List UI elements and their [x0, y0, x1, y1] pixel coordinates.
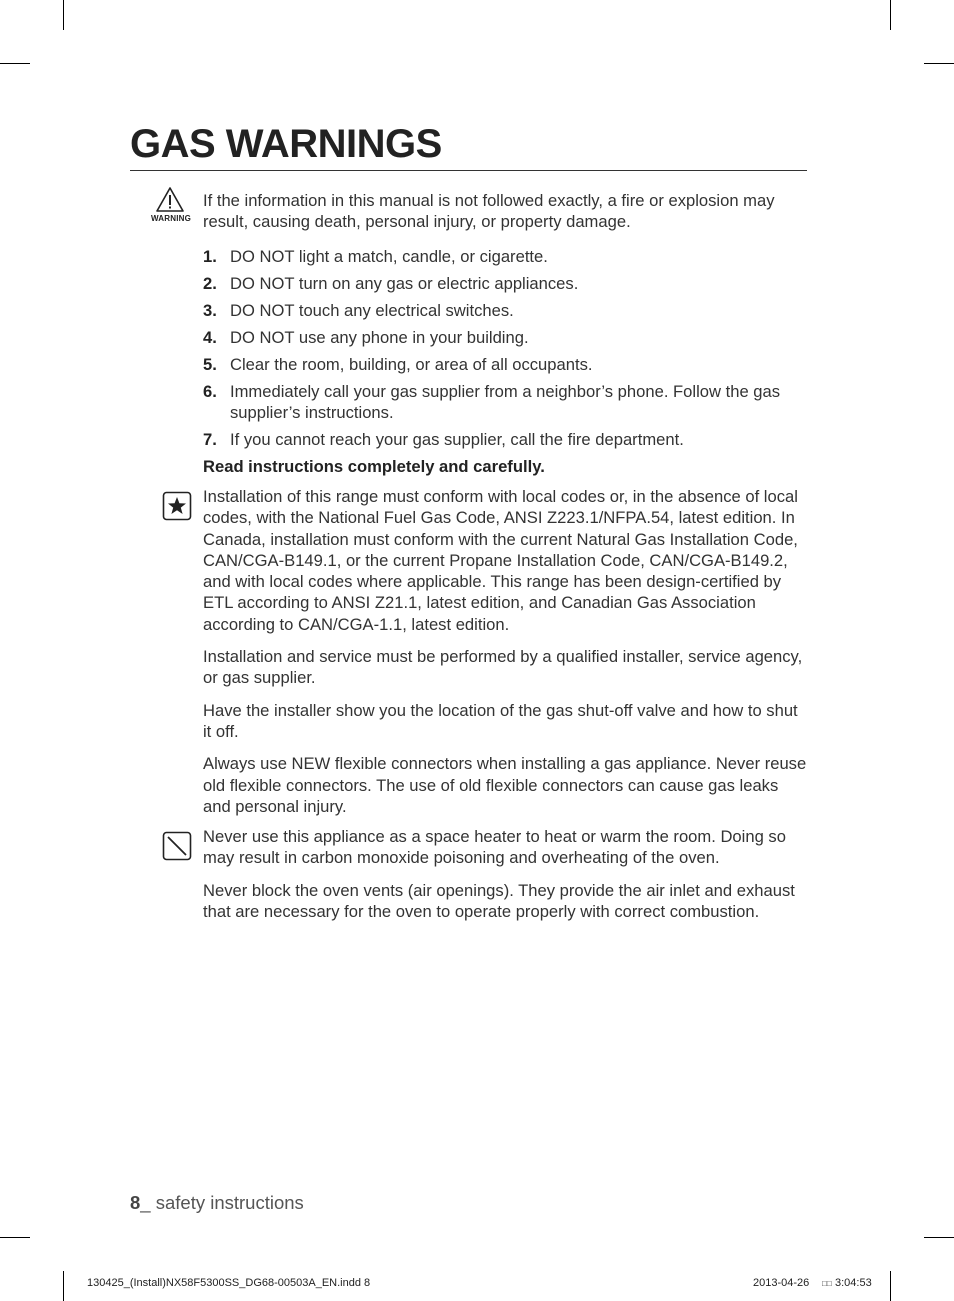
step-text: Immediately call your gas supplier from a neighbor’s phone. Follow the gas supplier’s instructions. [230, 381, 781, 423]
list-item [203, 429, 808, 450]
slug-time: 3:04:53 [835, 1277, 872, 1289]
step-text: If you cannot reach your gas supplier, call the fire department. [230, 430, 684, 450]
step-number: 3. [203, 300, 217, 320]
important-paragraph: Installation and service must be performed by a qualified installer, service agency, or gas supplier. [203, 647, 803, 688]
page-footer [130, 1192, 304, 1214]
warning-caption: WARNING [151, 214, 192, 223]
prohibited-paragraph: Never block the oven vents (air openings). They provide the air inlet and exhaust that are necessary for the oven to operate properly with correct combustion. [203, 880, 795, 921]
step-number: 7. [203, 430, 217, 450]
list-item [203, 300, 808, 321]
slug-time-marker: □□ [822, 1279, 832, 1288]
step-text: DO NOT light a match, candle, or cigarette. [230, 247, 548, 266]
list-item [203, 273, 808, 294]
list-item [203, 327, 808, 348]
step-text: Clear the room, building, or area of all occupants. [230, 354, 593, 374]
important-paragraph: Installation of this range must conform with local codes or, in the absence of local codes, with the National Fuel Gas Code, ANSI Z223.1/NFPA.54, latest edition. In Canada, installation must conform with the current Natural Gas Installation Code, CAN/CGA-B149.1, or the current Propane Installation Code, CAN/CGA-B149.2, and with local codes where applicable. This range has been design-certified by ETL according to ANSI Z21.1, latest edition, and Canadian Gas Association according to CAN/CGA-1.1, latest edition. [203, 487, 798, 634]
warning-text: If the information in this manual is not followed exactly, a fire or explosion may result, causing death, personal injury, or property damage. [203, 191, 775, 232]
prohibited-section [203, 826, 808, 922]
crop-mark-left-top [0, 63, 30, 64]
slug-filename: 130425_(Install)NX58F5300SS_DG68-00503A_EN.indd 8 [87, 1277, 371, 1289]
step-number: 2. [203, 273, 217, 293]
list-item [203, 354, 808, 375]
step-text: DO NOT use any phone in your building. [230, 327, 529, 347]
step-text: DO NOT turn on any gas or electric appliances. [230, 273, 579, 293]
read-instructions-note: Read instructions completely and carefully. [203, 457, 545, 476]
crop-mark-top-left [63, 0, 64, 30]
list-item [203, 381, 808, 424]
star-note-icon [162, 491, 192, 521]
step-number: 6. [203, 381, 217, 401]
list-item [203, 246, 808, 267]
crop-mark-bottom-right [890, 1271, 891, 1301]
important-section [203, 486, 808, 817]
step-text: DO NOT touch any electrical switches. [230, 300, 514, 320]
prohibited-paragraph: Never use this appliance as a space heater to heat or warm the room. Doing so may result in carbon monoxide poisoning and overheating of the oven. [203, 827, 786, 868]
crop-mark-right-bottom [924, 1237, 954, 1238]
step-number: 1. [203, 247, 217, 266]
warning-steps-list [203, 246, 808, 456]
crop-mark-bottom-left [63, 1271, 64, 1301]
slug-date: 2013-04-26 [753, 1277, 810, 1289]
page-number: 8 [130, 1192, 141, 1213]
step-number: 4. [203, 327, 217, 347]
important-paragraph: Always use NEW flexible connectors when installing a gas appliance. Never reuse old flexible connectors. The use of old flexible connectors can cause gas leaks and personal injury. [203, 754, 807, 816]
crop-mark-left-bottom [0, 1237, 30, 1238]
warning-triangle-icon [155, 186, 185, 214]
section-name: _ safety instructions [140, 1192, 304, 1213]
crop-mark-top-right [890, 0, 891, 30]
page-title: GAS WARNINGS [130, 118, 807, 171]
crop-mark-right-top [924, 63, 954, 64]
step-number: 5. [203, 354, 217, 374]
prohibited-slash-icon [162, 831, 192, 861]
important-paragraph: Have the installer show you the location of the gas shut-off valve and how to shut it off. [203, 700, 798, 741]
